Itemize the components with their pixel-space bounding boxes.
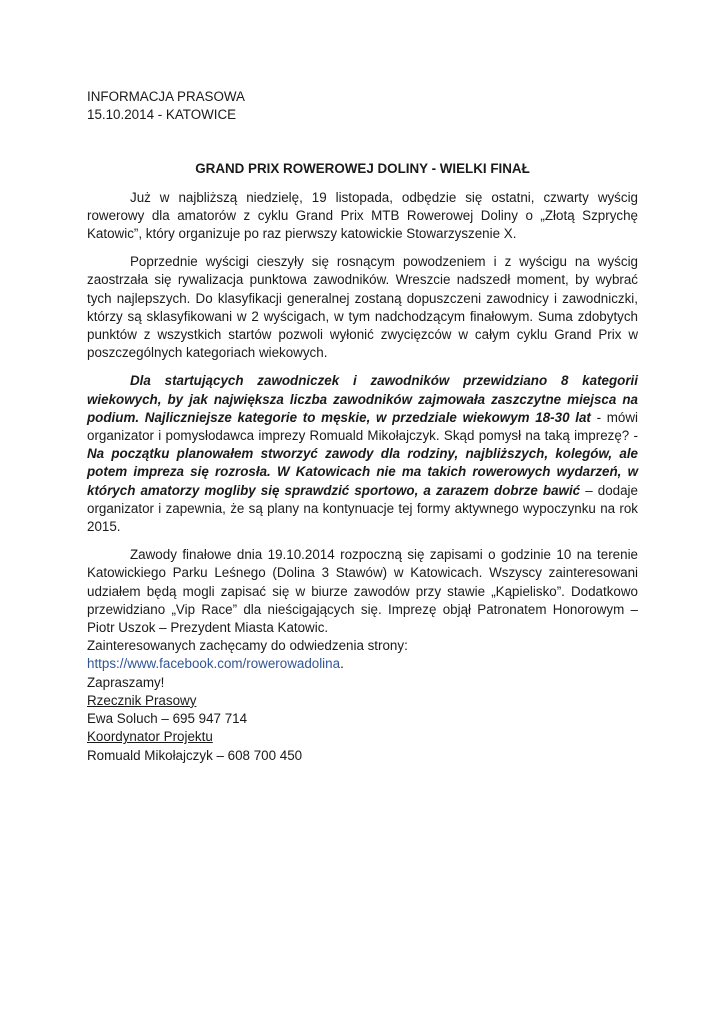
organizer-plans: – dodaje organizator i zapewnia, że są plany na kontynuacje tej formy aktywnego wypoczynku na rok 2015. xyxy=(87,482,638,535)
paragraph-event-details: Zawody finałowe dnia 19.10.2014 rozpoczną się zapisami o godzinie 10 na terenie Katowickiego Parku Leśnego (Dolina 3 Stawów) w Katowicach. Wszyscy zainteresowani udziałem będą mogli zapisać się w biurze zawodów przy stawie „Kąpielisko”. Dodatkowo przewidziano „Vip Race” dla nieścigających się. Imprezę objął Patronatem Honorowym – Piotr Uszok – Prezydent Miasta Katowic. xyxy=(87,547,638,636)
press-spokesperson-contact: Ewa Soluch – 695 947 714 xyxy=(87,711,248,727)
header-date-location: 15.10.2014 - KATOWICE xyxy=(87,107,237,123)
header-label: INFORMACJA PRASOWA xyxy=(87,89,245,104)
paragraph-organizer-quote xyxy=(87,372,638,536)
project-coordinator-label: Koordynator Projektu xyxy=(87,729,213,745)
organizer-quote-categories: Dla startujących zawodniczek i zawodników przewidziano 8 kategorii wiekowych, by jak największa liczba zawodników zajmowała zaszczytne miejsca na podium. Najliczniejsze kategorie to męskie, w przedziale wiekowym 18-30 lat xyxy=(87,373,638,425)
invite-link-suffix: . xyxy=(340,656,344,672)
project-coordinator-contact: Romuald Mikołajczyk – 608 700 450 xyxy=(87,747,303,763)
invite-text: Zainteresowanych zachęcamy do odwiedzenia strony: xyxy=(87,638,408,654)
facebook-link[interactable]: https://www.facebook.com/rowerowadolina xyxy=(87,656,341,672)
organizer-quote-origin: Na początku planowałem stworzyć zawody dla rodziny, najbliższych, kolegów, ale potem impreza się rozrosła. W Katowicach nie ma takich rowerowych wydarzeń, w których amatorzy mogliby się sprawdzić sportowo, a zarazem dobrze bawić xyxy=(87,446,638,498)
document-header xyxy=(87,88,638,124)
closing-text: Zapraszamy! xyxy=(87,674,165,690)
press-release-document xyxy=(87,88,638,765)
paragraph-intro: Już w najbliższą niedzielę, 19 listopada, odbędzie się ostatni, czwarty wyścig rowerowy dla amatorów z cyklu Grand Prix MTB Rowerowej Doliny o „Złotą Szprychę Katowic”, który organizuje po raz pierwszy katowickie Stowarzyszenie X. xyxy=(87,189,638,242)
invite-block xyxy=(87,637,638,673)
organizer-attribution: - mówi organizator i pomysłodawca imprezy Romuald Mikołajczyk. Skąd pomysł na taką imprezę? - xyxy=(87,409,638,444)
document-title: GRAND PRIX ROWEROWEJ DOLINY - WIELKI FINAŁ xyxy=(195,161,530,177)
press-spokesperson-label: Rzecznik Prasowy xyxy=(87,692,197,708)
paragraph-classification: Poprzednie wyścigi cieszyły się rosnącym powodzeniem i z wyścigu na wyścig zaostrzała się rywalizacja punktowa zawodników. Wreszcie nadszedł moment, by wybrać tych najlepszych. Do klasyfikacji generalnej zostaną dopuszczeni zawodnicy i zawodniczki, którzy są sklasyfikowani w 2 wyścigach, w tym nadchodzącym finałowym. Suma zdobytych punktów z wszystkich startów pozwoli wyłonić zwycięzców w całym cyklu Grand Prix w poszczególnych kategoriach wiekowych. xyxy=(87,254,638,361)
